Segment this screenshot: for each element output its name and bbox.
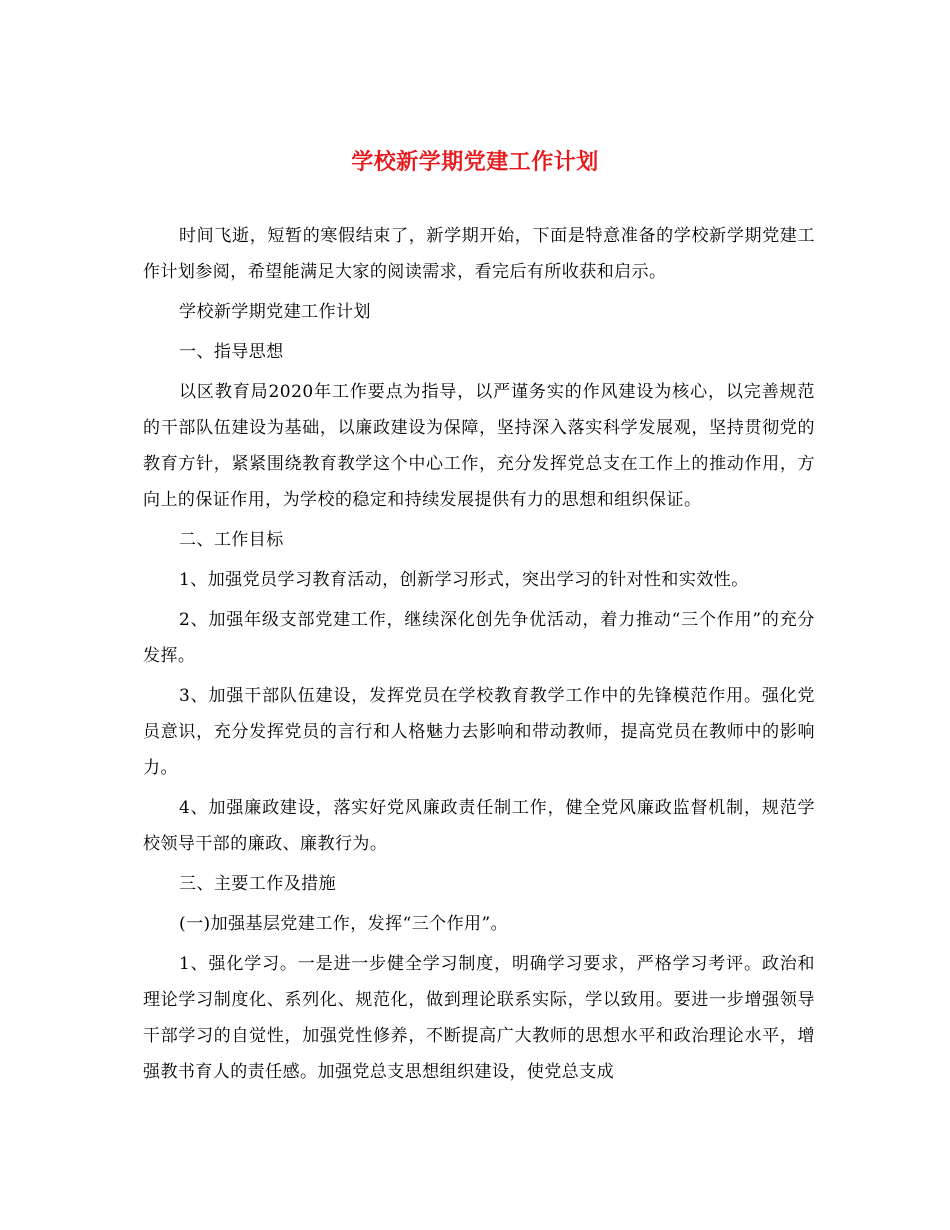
goal-item-1: 1、加强党员学习教育活动，创新学习形式，突出学习的针对性和实效性。 [179,570,749,590]
goal-item-4: 4、加强廉政建设，落实好党风廉政责任制工作，健全党风廉政监督机制，规范学校领导干部的廉政、廉教行为。 [143,798,815,854]
document-body [143,218,815,1094]
goal-item-2: 2、加强年级支部党建工作，继续深化创先争优活动，着力推动“三个作用”的充分发挥。 [143,610,815,666]
measure-item-1: 1、强化学习。一是进一步健全学习制度，明确学习要求，严格学习考评。政治和理论学习制度化、系列化、规范化，做到理论联系实际，学以致用。要进一步增强领导干部学习的自觉性，加强党性修养，不断提高广大教师的思想水平和政治理论水平，增强教书育人的责任感。加强党总支思想组织建设，使党总支成 [143,954,815,1082]
guiding-thought-paragraph: 以区教育局2020年工作要点为指导，以严谨务实的作风建设为核心，以完善规范的干部队伍建设为基础，以廉政建设为保障，坚持深入落实科学发展观，坚持贯彻党的教育方针，紧紧围绕教育教学这个中心工作，充分发挥党总支在工作上的推动作用，方向上的保证作用，为学校的稳定和持续发展提供有力的思想和组织保证。 [143,382,815,510]
section-heading-main-work: 三、主要工作及措施 [179,874,337,894]
section-heading-work-goals: 二、工作目标 [179,530,284,550]
intro-paragraph: 时间飞逝，短暂的寒假结束了，新学期开始，下面是特意准备的学校新学期党建工作计划参阅，希望能满足大家的阅读需求，看完后有所收获和启示。 [143,226,815,282]
subsection-heading-1: (一)加强基层党建工作，发挥“三个作用”。 [179,914,509,934]
document-title: 学校新学期党建工作计划 [351,148,599,175]
goal-item-3: 3、加强干部队伍建设，发挥党员在学校教育教学工作中的先锋模范作用。强化党员意识，充分发挥党员的言行和人格魅力去影响和带动教师，提高党员在教师中的影响力。 [143,686,815,778]
section-heading-guiding-thought: 一、指导思想 [179,342,284,362]
plan-subtitle: 学校新学期党建工作计划 [179,302,371,322]
